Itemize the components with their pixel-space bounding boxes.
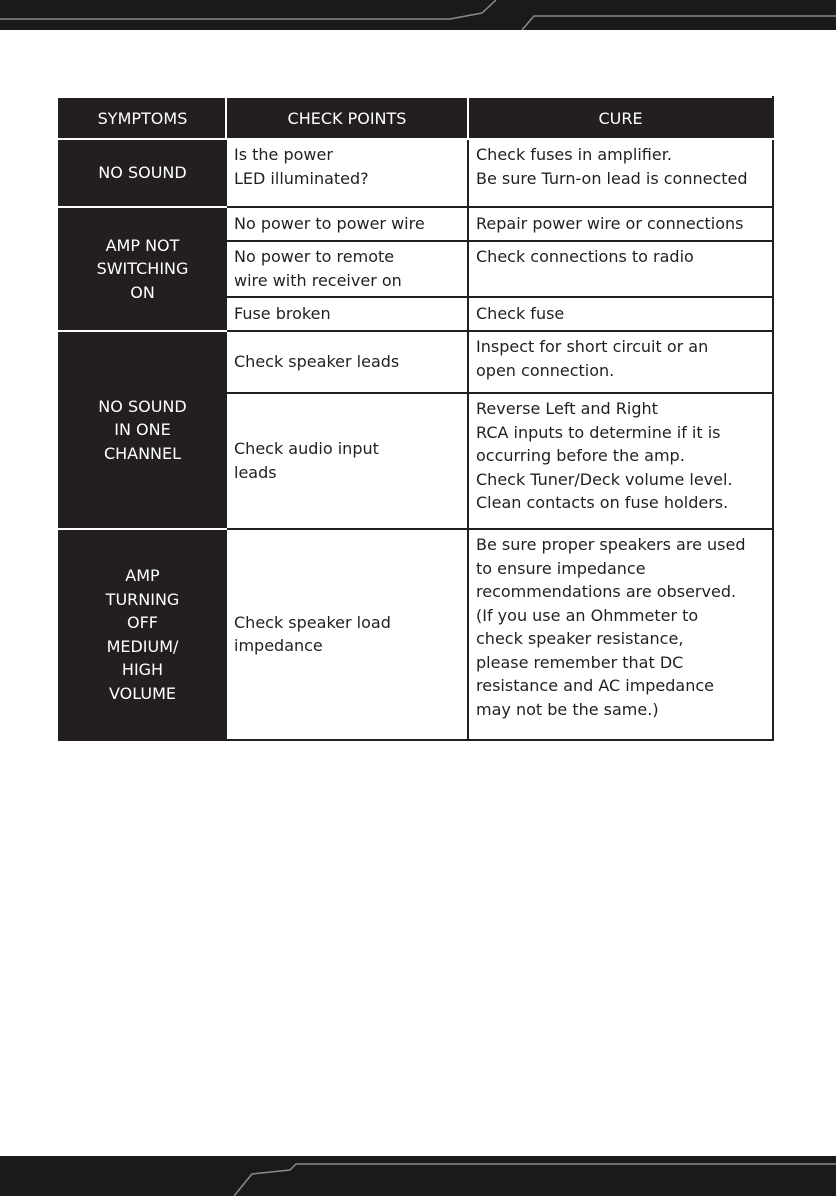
header-cure: CURE bbox=[468, 97, 773, 139]
header-row bbox=[59, 97, 773, 139]
table-row bbox=[59, 139, 773, 207]
check-point-cell: Check speaker leads bbox=[226, 331, 468, 393]
symptom-cell: NO SOUND IN ONE CHANNEL bbox=[59, 331, 226, 529]
check-point-cell: Fuse broken bbox=[226, 297, 468, 331]
check-point-cell: No power to power wire bbox=[226, 207, 468, 241]
cure-cell: Repair power wire or connections bbox=[468, 207, 773, 241]
symptom-cell: AMP TURNING OFF MEDIUM/ HIGH VOLUME bbox=[59, 529, 226, 740]
check-point-cell: Check speaker load impedance bbox=[226, 529, 468, 740]
symptom-cell: NO SOUND bbox=[59, 139, 226, 207]
check-point-cell: Is the power LED illuminated? bbox=[226, 139, 468, 207]
bottom-decorative-bar bbox=[0, 1156, 836, 1196]
cure-cell: Inspect for short circuit or an open connection. bbox=[468, 331, 773, 393]
table-row bbox=[59, 331, 773, 393]
cure-cell: Be sure proper speakers are used to ensure impedance recommendations are observed. (If you use an Ohmmeter to check speaker resistance, please remember that DC resistance and AC impedance may not be the same.) bbox=[468, 529, 773, 740]
check-point-cell: Check audio input leads bbox=[226, 393, 468, 529]
bottom-bar-stripe-graphic bbox=[0, 1156, 836, 1196]
cure-cell: Check fuses in amplifier. Be sure Turn-on lead is connected bbox=[468, 139, 773, 207]
top-bar-stripe-graphic bbox=[0, 0, 836, 30]
cure-cell: Check fuse bbox=[468, 297, 773, 331]
table-row bbox=[59, 207, 773, 241]
top-decorative-bar bbox=[0, 0, 836, 30]
table-row bbox=[59, 529, 773, 740]
cure-cell: Check connections to radio bbox=[468, 241, 773, 297]
cure-cell: Reverse Left and Right RCA inputs to determine if it is occurring before the amp. Check Tuner/Deck volume level. Clean contacts on fuse holders. bbox=[468, 393, 773, 529]
symptom-cell: AMP NOT SWITCHING ON bbox=[59, 207, 226, 331]
troubleshooting-table bbox=[58, 96, 774, 741]
header-check-points: CHECK POINTS bbox=[226, 97, 468, 139]
check-point-cell: No power to remote wire with receiver on bbox=[226, 241, 468, 297]
header-symptoms: SYMPTOMS bbox=[59, 97, 226, 139]
